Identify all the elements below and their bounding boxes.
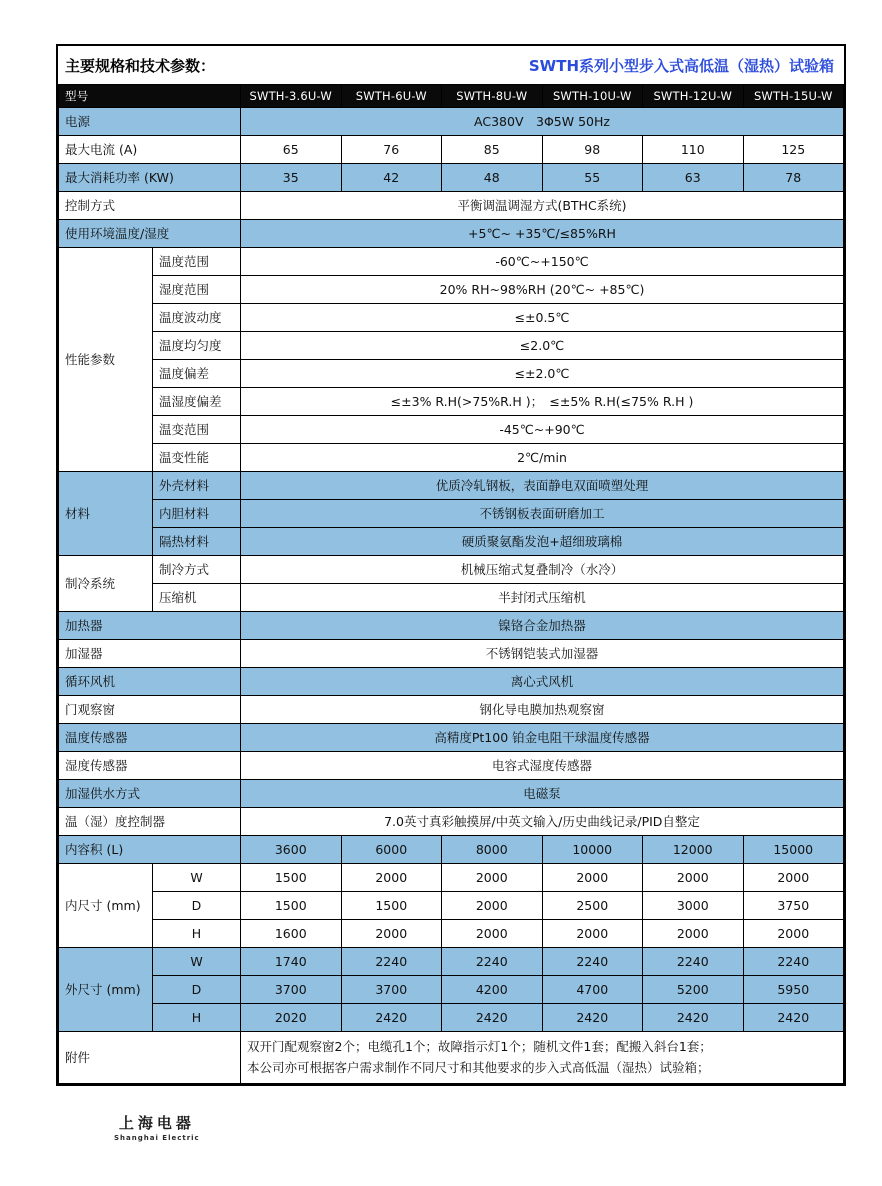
row-label-cell: 附件 [59, 1032, 241, 1084]
company-logo [114, 1112, 200, 1142]
model-row-label-cell: 型号 [59, 85, 241, 108]
group-label-cell: 内尺寸 (mm) [59, 864, 153, 948]
row-label-cell: 电源 [59, 108, 241, 136]
table-row [59, 500, 844, 528]
data-cell: 1740 [241, 948, 342, 976]
data-cell: 8000 [442, 836, 543, 864]
row-value-cell: 不锈钢铠装式加湿器 [241, 640, 844, 668]
data-cell: 2020 [241, 1004, 342, 1032]
row-value-cell: 20% RH~98%RH (20℃~ +85℃) [241, 276, 844, 304]
row-value-cell: ≤±2.0℃ [241, 360, 844, 388]
series-title: SWTH系列小型步入式高低温（湿热）试验箱 [528, 56, 834, 75]
table-row [59, 85, 844, 108]
data-cell: 98 [542, 136, 643, 164]
row-label-cell: 循环风机 [59, 668, 241, 696]
data-cell: 2000 [442, 920, 543, 948]
sub-label-cell: 压缩机 [153, 584, 241, 612]
data-cell: 2000 [542, 920, 643, 948]
row-label-cell: 使用环境温度/湿度 [59, 220, 241, 248]
table-row [59, 556, 844, 584]
row-value-cell: ≤±3% R.H(>75%R.H )； ≤±5% R.H(≤75% R.H ) [241, 388, 844, 416]
row-value-cell: 优质冷轧钢板，表面静电双面喷塑处理 [241, 472, 844, 500]
table-row [59, 276, 844, 304]
group-label-cell: 外尺寸 (mm) [59, 948, 153, 1032]
sub-label-cell: 温度偏差 [153, 360, 241, 388]
table-row [59, 164, 844, 192]
row-value-cell: 镍铬合金加热器 [241, 612, 844, 640]
data-cell: 12000 [643, 836, 744, 864]
table-row [59, 304, 844, 332]
model-name-cell: SWTH-3.6U-W [241, 85, 342, 108]
data-cell: 2000 [341, 864, 442, 892]
row-value-cell: AC380V 3Φ5W 50Hz [241, 108, 844, 136]
table-row [59, 864, 844, 892]
sub-label-cell: 外壳材料 [153, 472, 241, 500]
row-value-cell: 不锈钢板表面研磨加工 [241, 500, 844, 528]
sub-label-cell: H [153, 1004, 241, 1032]
sub-label-cell: D [153, 976, 241, 1004]
data-cell: 3750 [743, 892, 844, 920]
sub-label-cell: 温变范围 [153, 416, 241, 444]
data-cell: 35 [241, 164, 342, 192]
row-value-cell: 电容式湿度传感器 [241, 752, 844, 780]
row-value-cell: 电磁泵 [241, 780, 844, 808]
data-cell: 2000 [442, 892, 543, 920]
sub-label-cell: W [153, 948, 241, 976]
row-value-cell: ≤2.0℃ [241, 332, 844, 360]
sub-label-cell: 湿度范围 [153, 276, 241, 304]
data-cell: 55 [542, 164, 643, 192]
row-label-cell: 最大电流 (A) [59, 136, 241, 164]
data-cell: 76 [341, 136, 442, 164]
data-cell: 2240 [542, 948, 643, 976]
model-name-cell: SWTH-8U-W [442, 85, 543, 108]
data-cell: 2000 [643, 920, 744, 948]
company-logo-cn: 上海电器 [118, 1114, 195, 1132]
sheet-title-row [58, 46, 844, 84]
row-label-cell: 最大消耗功率 (KW) [59, 164, 241, 192]
table-row [59, 472, 844, 500]
data-cell: 2500 [542, 892, 643, 920]
table-row [59, 892, 844, 920]
row-value-cell: -60℃~+150℃ [241, 248, 844, 276]
row-value-cell: 钢化导电膜加热观察窗 [241, 696, 844, 724]
accessories-line: 双开门配观察窗2个；电缆孔1个；故障指示灯1个；随机文件1套；配搬入斜台1套； [247, 1038, 712, 1054]
table-row [59, 192, 844, 220]
data-cell: 125 [743, 136, 844, 164]
table-row [59, 808, 844, 836]
data-cell: 10000 [542, 836, 643, 864]
data-cell: 4700 [542, 976, 643, 1004]
data-cell: 2000 [743, 864, 844, 892]
row-label-cell: 控制方式 [59, 192, 241, 220]
sub-label-cell: W [153, 864, 241, 892]
spec-sheet [56, 44, 846, 1086]
data-cell: 2420 [442, 1004, 543, 1032]
data-cell: 2000 [542, 864, 643, 892]
data-cell: 42 [341, 164, 442, 192]
table-row [59, 444, 844, 472]
data-cell: 3000 [643, 892, 744, 920]
company-logo-en: Shanghai Electric [114, 1134, 200, 1142]
data-cell: 63 [643, 164, 744, 192]
sub-label-cell: 温变性能 [153, 444, 241, 472]
accessories-line: 本公司亦可根据客户需求制作不同尺寸和其他要求的步入式高低温（湿热）试验箱； [247, 1059, 710, 1075]
table-row [59, 612, 844, 640]
sub-label-cell: 温湿度偏差 [153, 388, 241, 416]
row-label-cell: 加热器 [59, 612, 241, 640]
table-row [59, 1032, 844, 1084]
data-cell: 2240 [743, 948, 844, 976]
row-value-cell: 离心式风机 [241, 668, 844, 696]
data-cell: 85 [442, 136, 543, 164]
model-name-cell: SWTH-6U-W [341, 85, 442, 108]
sub-label-cell: 温度波动度 [153, 304, 241, 332]
row-value-cell: -45℃~+90℃ [241, 416, 844, 444]
table-row [59, 584, 844, 612]
data-cell: 2240 [442, 948, 543, 976]
data-cell: 110 [643, 136, 744, 164]
data-cell: 2420 [341, 1004, 442, 1032]
group-label-cell: 制冷系统 [59, 556, 153, 612]
row-label-cell: 温（湿）度控制器 [59, 808, 241, 836]
row-value-cell: 平衡调温调湿方式(BTHC系统) [241, 192, 844, 220]
model-name-cell: SWTH-12U-W [643, 85, 744, 108]
table-row [59, 220, 844, 248]
data-cell: 2000 [643, 864, 744, 892]
data-cell: 1500 [241, 892, 342, 920]
table-row [59, 108, 844, 136]
table-row [59, 668, 844, 696]
row-label-cell: 门观察窗 [59, 696, 241, 724]
accessories-cell [241, 1032, 844, 1084]
row-label-cell: 内容积 (L) [59, 836, 241, 864]
row-label-cell: 温度传感器 [59, 724, 241, 752]
table-row [59, 696, 844, 724]
table-row [59, 332, 844, 360]
sub-label-cell: 温度范围 [153, 248, 241, 276]
group-label-cell: 性能参数 [59, 248, 153, 472]
data-cell: 3600 [241, 836, 342, 864]
data-cell: 2420 [542, 1004, 643, 1032]
model-name-cell: SWTH-15U-W [743, 85, 844, 108]
row-value-cell: 硬质聚氨酯发泡+超细玻璃棉 [241, 528, 844, 556]
data-cell: 3700 [241, 976, 342, 1004]
sub-label-cell: 内胆材料 [153, 500, 241, 528]
data-cell: 2240 [643, 948, 744, 976]
table-row [59, 248, 844, 276]
model-name-cell: SWTH-10U-W [542, 85, 643, 108]
row-value-cell: 机械压缩式复叠制冷（水冷） [241, 556, 844, 584]
data-cell: 2000 [743, 920, 844, 948]
spec-table-body [59, 85, 844, 1084]
data-cell: 78 [743, 164, 844, 192]
data-cell: 6000 [341, 836, 442, 864]
data-cell: 1600 [241, 920, 342, 948]
data-cell: 1500 [341, 892, 442, 920]
table-row [59, 1004, 844, 1032]
table-row [59, 640, 844, 668]
sub-label-cell: 隔热材料 [153, 528, 241, 556]
row-value-cell: +5℃~ +35℃/≤85%RH [241, 220, 844, 248]
table-row [59, 920, 844, 948]
row-value-cell: ≤±0.5℃ [241, 304, 844, 332]
spec-table [58, 84, 844, 1084]
table-row [59, 780, 844, 808]
row-value-cell: 2℃/min [241, 444, 844, 472]
row-label-cell: 加湿供水方式 [59, 780, 241, 808]
data-cell: 2420 [743, 1004, 844, 1032]
data-cell: 5950 [743, 976, 844, 1004]
table-row [59, 528, 844, 556]
data-cell: 3700 [341, 976, 442, 1004]
table-row [59, 360, 844, 388]
table-row [59, 724, 844, 752]
row-label-cell: 加湿器 [59, 640, 241, 668]
row-value-cell: 高精度Pt100 铂金电阻干球温度传感器 [241, 724, 844, 752]
table-row [59, 836, 844, 864]
data-cell: 65 [241, 136, 342, 164]
table-row [59, 752, 844, 780]
data-cell: 4200 [442, 976, 543, 1004]
data-cell: 2000 [442, 864, 543, 892]
data-cell: 2240 [341, 948, 442, 976]
group-label-cell: 材料 [59, 472, 153, 556]
table-row [59, 416, 844, 444]
sub-label-cell: D [153, 892, 241, 920]
data-cell: 1500 [241, 864, 342, 892]
data-cell: 48 [442, 164, 543, 192]
sub-label-cell: 制冷方式 [153, 556, 241, 584]
row-value-cell: 半封闭式压缩机 [241, 584, 844, 612]
data-cell: 15000 [743, 836, 844, 864]
table-row [59, 948, 844, 976]
table-row [59, 136, 844, 164]
row-value-cell: 7.0英寸真彩触摸屏/中英文输入/历史曲线记录/PID自整定 [241, 808, 844, 836]
table-row [59, 388, 844, 416]
page-title: 主要规格和技术参数： [65, 56, 216, 75]
row-label-cell: 湿度传感器 [59, 752, 241, 780]
data-cell: 2420 [643, 1004, 744, 1032]
data-cell: 5200 [643, 976, 744, 1004]
table-row [59, 976, 844, 1004]
sub-label-cell: H [153, 920, 241, 948]
sub-label-cell: 温度均匀度 [153, 332, 241, 360]
data-cell: 2000 [341, 920, 442, 948]
